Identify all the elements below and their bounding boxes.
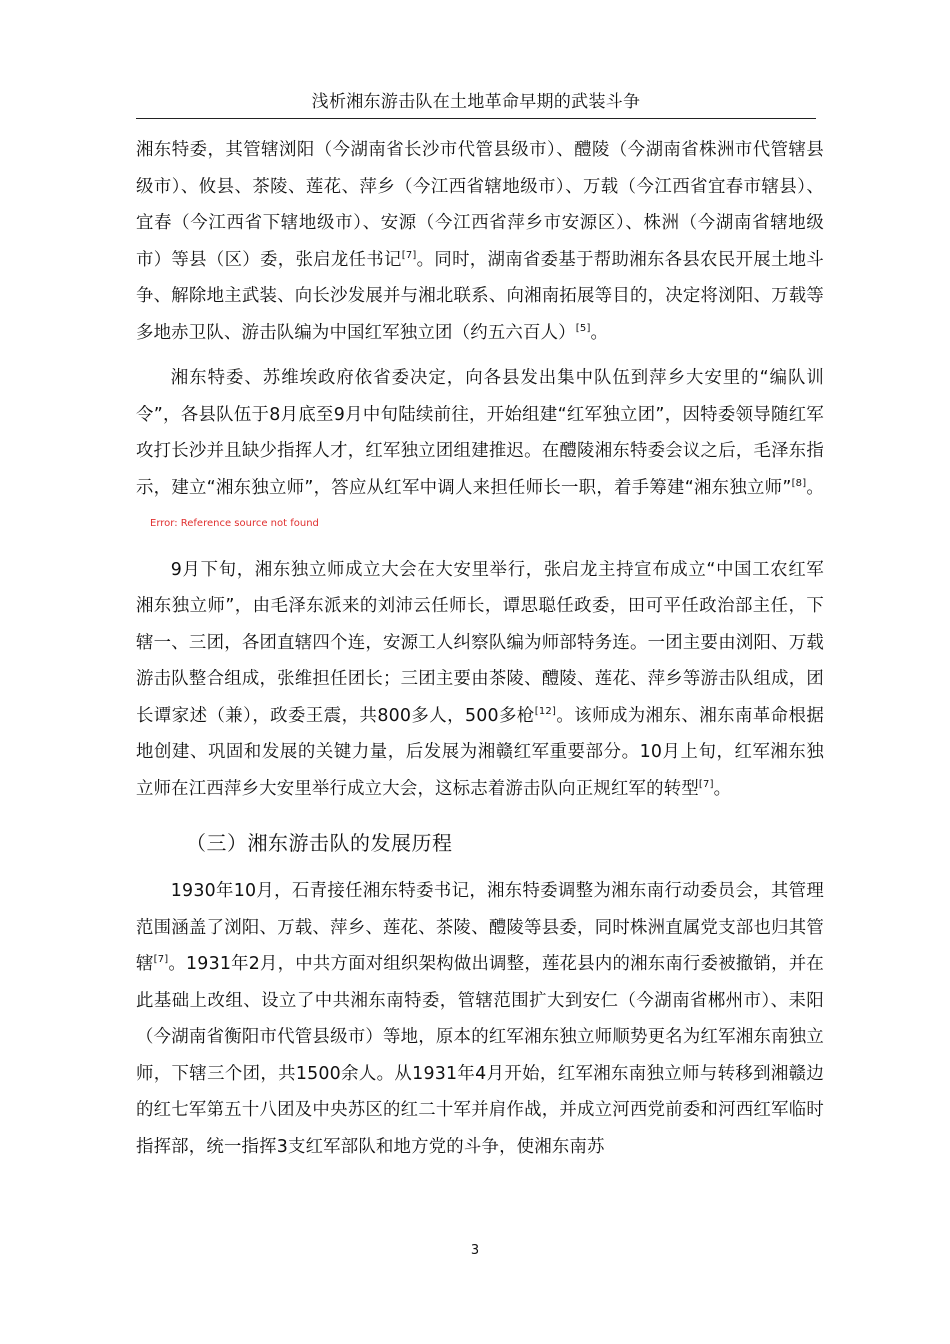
- paragraph-text: 1930年10月，石青接任湘东特委书记，湘东特委调整为湘东南行动委员会，其管理范围涵盖了浏阳、万载、萍乡、莲花、茶陵、醴陵等县委，同时株洲直属党支部也归其管辖: [136, 881, 824, 974]
- citation: [7]: [153, 954, 169, 965]
- header-rule: [136, 118, 816, 119]
- paragraph-text: 。: [713, 778, 732, 799]
- paragraph-2: [136, 360, 824, 543]
- body-text: [136, 132, 824, 1165]
- paragraph-text: 9月下旬，湘东独立师成立大会在大安里举行，张启龙主持宣布成立“中国工农红军湘东独立师”，由毛泽东派来的刘沛云任师长，谭思聪任政委，田可平任政治部主任，下辖一、三团，各团直辖四个连，安源工人纠察队编为师部特务连。一团主要由浏阳、万载游击队整合组成，张维担任团长；三团主要由茶陵、醴陵、莲花、萍乡等游击队组成，团长谭家述（兼），政委王震，共800多人，500多枪: [136, 559, 824, 726]
- paragraph-text: 湘东特委、苏维埃政府依省委决定，向各县发出集中队伍到萍乡大安里的“编队训令”，各县队伍于8月底至9月中旬陆续前往，开始组建“红军独立团”，因特委领导随红军攻打长沙并且缺少指挥人才，红军独立团组建推迟。在醴陵湘东特委会议之后，毛泽东指示，建立“湘东独立师”，答应从红军中调人来担任师长一职，着手筹建“湘东独立师”: [136, 368, 824, 498]
- paragraph-text: 湘东特委，其管辖浏阳（今湖南省长沙市代管县级市）、醴陵（今湖南省株洲市代管辖县级市）、攸县、茶陵、莲花、萍乡（今江西省辖地级市）、万载（今江西省宜春市辖县）、宜春（今江西省下辖地级市）、安源（今江西省萍乡市安源区）、株洲（今湖南省辖地级市）等县（区）委，张启龙任书记: [136, 140, 824, 270]
- paragraph-text: 。同时，湖南省委基于帮助湘东各县农民开展土地斗争、解除地主武装、向长沙发展并与湘北联系、向湘南拓展等目的，决定将浏阳、万载等多地赤卫队、游击队编为中国红军独立团（约五六百人）: [136, 249, 824, 343]
- citation: [8]: [791, 477, 807, 489]
- citation: [7]: [698, 778, 714, 790]
- running-header: 浅析湘东游击队在土地革命早期的武装斗争: [311, 92, 641, 112]
- paragraph-text: 。: [806, 477, 824, 498]
- section-heading: （三）湘东游击队的发展历程: [186, 831, 453, 855]
- paragraph-text: 。1931年2月，中共方面对组织架构做出调整，莲花县内的湘东南行委被撤销，并在此基础上改组、设立了中共湘东南特委，管辖范围扩大到安仁（今湖南省郴州市）、耒阳（今湖南省衡阳市代管县级市）等地，原本的红军湘东独立师顺势更名为红军湘东南独立师，下辖三个团，共1500余人。从1931年4月开始，红军湘东南独立师与转移到湘赣边的红七军第五十八团及中央苏区的红二十军并肩作战，并成立河西党前委和河西红军临时指挥部，统一指挥3支红军部队和地方党的斗争，使湘东南苏: [136, 954, 824, 1157]
- citation: [7]: [401, 249, 417, 261]
- citation: [5]: [575, 322, 591, 334]
- paragraph-1: [136, 132, 824, 351]
- page-number: 3: [470, 1243, 480, 1258]
- reference-error: Error: Reference source not found: [150, 518, 319, 529]
- citation: [12]: [534, 705, 557, 717]
- paragraph-text: 。: [590, 322, 609, 343]
- paragraph-4: [136, 873, 824, 1165]
- paragraph-text: 。该师成为湘东、湘东南革命根据地创建、巩固和发展的关键力量，后发展为湘赣红军重要部分。10月上旬，红军湘东独立师在江西萍乡大安里举行成立大会，这标志着游击队向正规红军的转型: [136, 705, 824, 799]
- paragraph-3: [136, 552, 824, 808]
